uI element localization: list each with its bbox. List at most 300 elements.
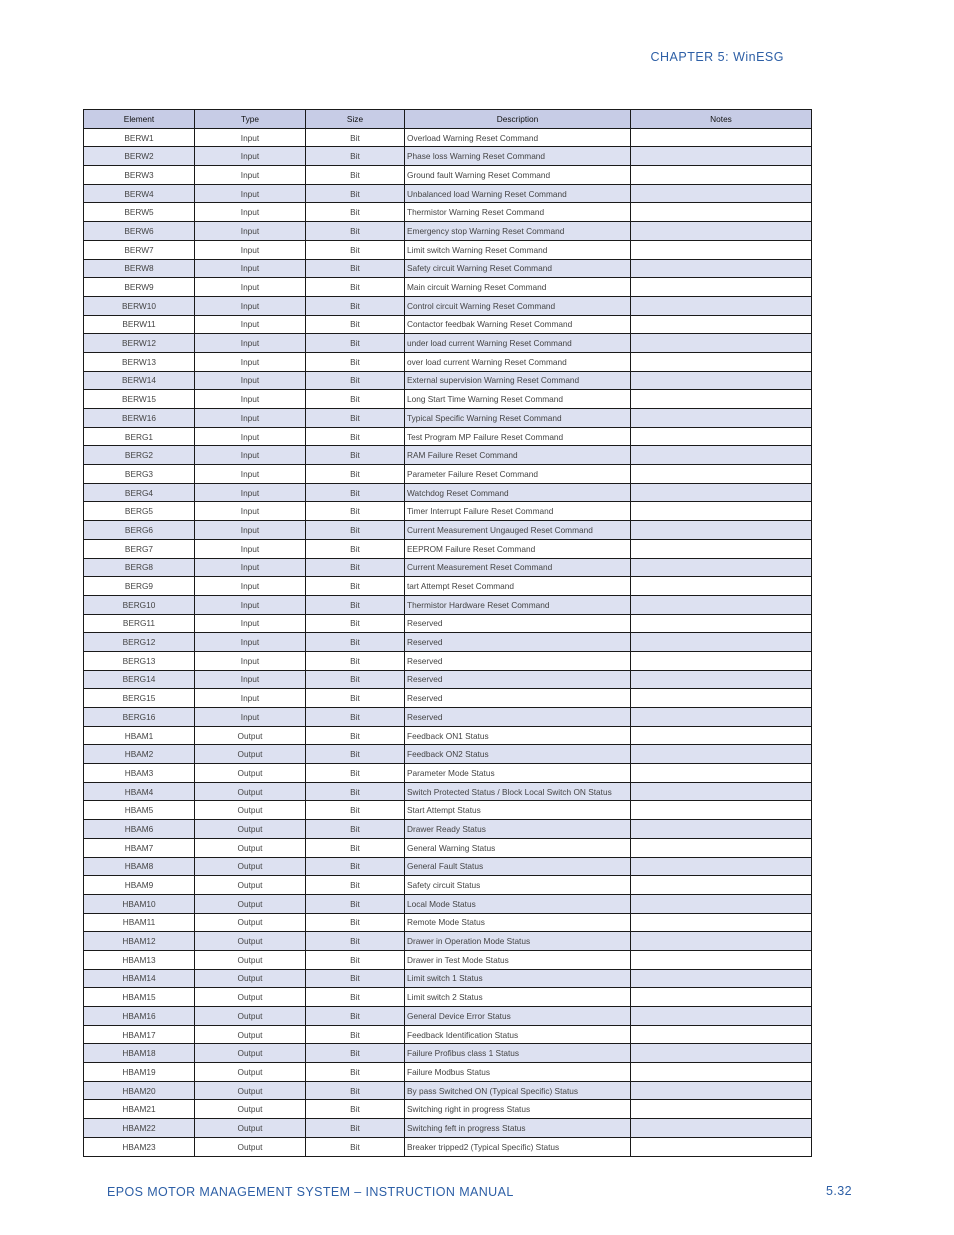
cell-notes: [631, 222, 812, 241]
cell-description: Reserved: [405, 708, 631, 727]
cell-type: Output: [195, 876, 306, 895]
cell-notes: [631, 521, 812, 540]
cell-type: Output: [195, 1119, 306, 1138]
cell-notes: [631, 1137, 812, 1156]
cell-description: Emergency stop Warning Reset Command: [405, 222, 631, 241]
cell-element: BERG8: [84, 558, 195, 577]
cell-description: Drawer in Operation Mode Status: [405, 932, 631, 951]
cell-size: Bit: [306, 708, 405, 727]
cell-notes: [631, 651, 812, 670]
table-row: [84, 764, 812, 783]
cell-size: Bit: [306, 296, 405, 315]
table-row: [84, 633, 812, 652]
cell-notes: [631, 745, 812, 764]
cell-size: Bit: [306, 932, 405, 951]
cell-size: Bit: [306, 577, 405, 596]
cell-description: Start Attempt Status: [405, 801, 631, 820]
cell-size: Bit: [306, 670, 405, 689]
cell-size: Bit: [306, 1137, 405, 1156]
cell-size: Bit: [306, 857, 405, 876]
cell-notes: [631, 708, 812, 727]
cell-notes: [631, 577, 812, 596]
cell-description: Reserved: [405, 689, 631, 708]
cell-element: BERW11: [84, 315, 195, 334]
cell-description: EEPROM Failure Reset Command: [405, 539, 631, 558]
cell-description: Feedback ON1 Status: [405, 726, 631, 745]
table-row: [84, 502, 812, 521]
cell-type: Input: [195, 315, 306, 334]
cell-notes: [631, 1119, 812, 1138]
table-row: [84, 521, 812, 540]
cell-size: Bit: [306, 745, 405, 764]
cell-description: tart Attempt Reset Command: [405, 577, 631, 596]
cell-notes: [631, 1081, 812, 1100]
cell-description: Reserved: [405, 633, 631, 652]
cell-description: Limit switch Warning Reset Command: [405, 240, 631, 259]
table-row: [84, 801, 812, 820]
cell-element: HBAM11: [84, 913, 195, 932]
cell-size: Bit: [306, 521, 405, 540]
cell-size: Bit: [306, 689, 405, 708]
cell-type: Output: [195, 801, 306, 820]
table-row: [84, 1063, 812, 1082]
cell-size: Bit: [306, 240, 405, 259]
cell-element: HBAM20: [84, 1081, 195, 1100]
table-row: [84, 988, 812, 1007]
cell-type: Output: [195, 1007, 306, 1026]
cell-notes: [631, 166, 812, 185]
cell-size: Bit: [306, 222, 405, 241]
cell-size: Bit: [306, 446, 405, 465]
cell-type: Input: [195, 502, 306, 521]
cell-description: under load current Warning Reset Command: [405, 334, 631, 353]
table-row: [84, 483, 812, 502]
cell-type: Input: [195, 128, 306, 147]
table-row: [84, 857, 812, 876]
cell-notes: [631, 857, 812, 876]
cell-type: Output: [195, 782, 306, 801]
cell-description: Feedback ON2 Status: [405, 745, 631, 764]
cell-size: Bit: [306, 259, 405, 278]
cell-description: Switching right in progress Status: [405, 1100, 631, 1119]
table-row: [84, 315, 812, 334]
cell-type: Input: [195, 409, 306, 428]
cell-description: Current Measurement Ungauged Reset Command: [405, 521, 631, 540]
cell-type: Output: [195, 1100, 306, 1119]
table-row: [84, 894, 812, 913]
table-row: [84, 708, 812, 727]
cell-element: HBAM9: [84, 876, 195, 895]
cell-size: Bit: [306, 390, 405, 409]
table-row: [84, 446, 812, 465]
cell-element: BERW4: [84, 184, 195, 203]
cell-type: Input: [195, 203, 306, 222]
table-row: [84, 913, 812, 932]
cell-size: Bit: [306, 483, 405, 502]
table-row: [84, 1025, 812, 1044]
table-row: [84, 147, 812, 166]
cell-description: External supervision Warning Reset Command: [405, 371, 631, 390]
cell-size: Bit: [306, 371, 405, 390]
cell-size: Bit: [306, 782, 405, 801]
table-row: [84, 240, 812, 259]
cell-notes: [631, 483, 812, 502]
table-row: [84, 932, 812, 951]
cell-element: HBAM16: [84, 1007, 195, 1026]
cell-type: Input: [195, 614, 306, 633]
cell-notes: [631, 147, 812, 166]
cell-element: HBAM14: [84, 969, 195, 988]
cell-notes: [631, 390, 812, 409]
table-row: [84, 838, 812, 857]
cell-notes: [631, 409, 812, 428]
cell-size: Bit: [306, 352, 405, 371]
cell-notes: [631, 950, 812, 969]
cell-type: Output: [195, 726, 306, 745]
cell-description: Local Mode Status: [405, 894, 631, 913]
cell-element: HBAM10: [84, 894, 195, 913]
cell-type: Input: [195, 465, 306, 484]
cell-element: BERW6: [84, 222, 195, 241]
cell-notes: [631, 334, 812, 353]
cell-notes: [631, 932, 812, 951]
table-row: [84, 371, 812, 390]
cell-element: HBAM8: [84, 857, 195, 876]
cell-notes: [631, 969, 812, 988]
cell-size: Bit: [306, 838, 405, 857]
column-header-notes: Notes: [631, 110, 812, 129]
register-table: [83, 109, 812, 1157]
cell-type: Output: [195, 820, 306, 839]
cell-type: Output: [195, 950, 306, 969]
cell-type: Input: [195, 595, 306, 614]
table-row: [84, 614, 812, 633]
table-row: [84, 782, 812, 801]
cell-element: BERW1: [84, 128, 195, 147]
cell-element: BERW7: [84, 240, 195, 259]
table-row: [84, 1137, 812, 1156]
table-row: [84, 184, 812, 203]
cell-type: Output: [195, 1063, 306, 1082]
cell-element: HBAM13: [84, 950, 195, 969]
cell-notes: [631, 595, 812, 614]
cell-description: Timer Interrupt Failure Reset Command: [405, 502, 631, 521]
cell-notes: [631, 184, 812, 203]
cell-notes: [631, 670, 812, 689]
table-row: [84, 595, 812, 614]
cell-type: Input: [195, 539, 306, 558]
cell-element: BERG6: [84, 521, 195, 540]
cell-size: Bit: [306, 1007, 405, 1026]
cell-size: Bit: [306, 1119, 405, 1138]
cell-element: BERW9: [84, 278, 195, 297]
cell-notes: [631, 633, 812, 652]
cell-size: Bit: [306, 315, 405, 334]
cell-notes: [631, 988, 812, 1007]
cell-element: BERW14: [84, 371, 195, 390]
page-number: 5.32: [826, 1184, 852, 1198]
cell-type: Input: [195, 184, 306, 203]
table-row: [84, 745, 812, 764]
cell-description: Phase loss Warning Reset Command: [405, 147, 631, 166]
table-row: [84, 296, 812, 315]
column-header-element: Element: [84, 110, 195, 129]
cell-element: HBAM15: [84, 988, 195, 1007]
cell-description: By pass Switched ON (Typical Specific) Status: [405, 1081, 631, 1100]
cell-notes: [631, 539, 812, 558]
cell-size: Bit: [306, 1044, 405, 1063]
cell-size: Bit: [306, 184, 405, 203]
cell-type: Output: [195, 857, 306, 876]
cell-notes: [631, 352, 812, 371]
cell-type: Input: [195, 670, 306, 689]
cell-element: HBAM5: [84, 801, 195, 820]
cell-notes: [631, 315, 812, 334]
cell-description: General Warning Status: [405, 838, 631, 857]
table-body: [84, 128, 812, 1156]
table-row: [84, 577, 812, 596]
cell-description: Drawer Ready Status: [405, 820, 631, 839]
cell-type: Input: [195, 296, 306, 315]
cell-type: Output: [195, 1081, 306, 1100]
cell-notes: [631, 1100, 812, 1119]
cell-notes: [631, 128, 812, 147]
cell-description: Watchdog Reset Command: [405, 483, 631, 502]
cell-size: Bit: [306, 1063, 405, 1082]
cell-type: Input: [195, 352, 306, 371]
cell-element: HBAM12: [84, 932, 195, 951]
cell-description: Remote Mode Status: [405, 913, 631, 932]
cell-type: Output: [195, 894, 306, 913]
cell-description: Contactor feedbak Warning Reset Command: [405, 315, 631, 334]
table-row: [84, 409, 812, 428]
table-row: [84, 820, 812, 839]
cell-description: Limit switch 1 Status: [405, 969, 631, 988]
cell-description: over load current Warning Reset Command: [405, 352, 631, 371]
cell-notes: [631, 838, 812, 857]
cell-element: BERG4: [84, 483, 195, 502]
cell-size: Bit: [306, 894, 405, 913]
cell-notes: [631, 1063, 812, 1082]
cell-notes: [631, 465, 812, 484]
cell-size: Bit: [306, 128, 405, 147]
cell-size: Bit: [306, 764, 405, 783]
cell-element: BERW13: [84, 352, 195, 371]
cell-size: Bit: [306, 502, 405, 521]
cell-size: Bit: [306, 203, 405, 222]
cell-notes: [631, 876, 812, 895]
cell-notes: [631, 240, 812, 259]
cell-element: BERG1: [84, 427, 195, 446]
cell-element: BERW8: [84, 259, 195, 278]
cell-description: Safety circuit Warning Reset Command: [405, 259, 631, 278]
cell-description: Unbalanced load Warning Reset Command: [405, 184, 631, 203]
cell-type: Input: [195, 259, 306, 278]
cell-size: Bit: [306, 427, 405, 446]
cell-size: Bit: [306, 1100, 405, 1119]
cell-description: Reserved: [405, 651, 631, 670]
cell-type: Input: [195, 390, 306, 409]
table-row: [84, 539, 812, 558]
cell-size: Bit: [306, 334, 405, 353]
cell-element: BERW3: [84, 166, 195, 185]
table-row: [84, 465, 812, 484]
cell-size: Bit: [306, 726, 405, 745]
cell-size: Bit: [306, 539, 405, 558]
cell-element: BERG7: [84, 539, 195, 558]
cell-type: Input: [195, 577, 306, 596]
cell-description: Current Measurement Reset Command: [405, 558, 631, 577]
cell-element: BERW15: [84, 390, 195, 409]
cell-notes: [631, 296, 812, 315]
cell-description: General Fault Status: [405, 857, 631, 876]
table-row: [84, 1081, 812, 1100]
cell-element: HBAM7: [84, 838, 195, 857]
cell-element: HBAM6: [84, 820, 195, 839]
cell-notes: [631, 894, 812, 913]
cell-element: BERW5: [84, 203, 195, 222]
cell-type: Output: [195, 969, 306, 988]
cell-notes: [631, 1007, 812, 1026]
cell-element: HBAM21: [84, 1100, 195, 1119]
cell-size: Bit: [306, 801, 405, 820]
cell-notes: [631, 371, 812, 390]
cell-element: BERG12: [84, 633, 195, 652]
manual-title: EPOS MOTOR MANAGEMENT SYSTEM – INSTRUCTION MANUAL: [107, 1185, 514, 1199]
cell-type: Output: [195, 838, 306, 857]
cell-description: Switch Protected Status / Block Local Switch ON Status: [405, 782, 631, 801]
cell-element: BERG2: [84, 446, 195, 465]
table-row: [84, 689, 812, 708]
cell-element: HBAM19: [84, 1063, 195, 1082]
cell-element: HBAM18: [84, 1044, 195, 1063]
cell-notes: [631, 427, 812, 446]
cell-notes: [631, 689, 812, 708]
cell-size: Bit: [306, 950, 405, 969]
cell-size: Bit: [306, 820, 405, 839]
cell-size: Bit: [306, 988, 405, 1007]
cell-description: Test Program MP Failure Reset Command: [405, 427, 631, 446]
cell-type: Output: [195, 1044, 306, 1063]
cell-type: Input: [195, 633, 306, 652]
table-row: [84, 969, 812, 988]
table-row: [84, 1044, 812, 1063]
cell-element: BERG5: [84, 502, 195, 521]
cell-description: RAM Failure Reset Command: [405, 446, 631, 465]
cell-size: Bit: [306, 969, 405, 988]
cell-type: Input: [195, 240, 306, 259]
cell-description: Failure Modbus Status: [405, 1063, 631, 1082]
cell-type: Input: [195, 427, 306, 446]
cell-type: Output: [195, 745, 306, 764]
cell-size: Bit: [306, 147, 405, 166]
cell-element: HBAM23: [84, 1137, 195, 1156]
cell-type: Input: [195, 222, 306, 241]
table-row: [84, 203, 812, 222]
table-row: [84, 427, 812, 446]
cell-description: Thermistor Hardware Reset Command: [405, 595, 631, 614]
table-row: [84, 1119, 812, 1138]
cell-size: Bit: [306, 876, 405, 895]
cell-description: General Device Error Status: [405, 1007, 631, 1026]
cell-element: BERW10: [84, 296, 195, 315]
cell-size: Bit: [306, 1025, 405, 1044]
cell-description: Drawer in Test Mode Status: [405, 950, 631, 969]
table-row: [84, 950, 812, 969]
cell-size: Bit: [306, 558, 405, 577]
cell-description: Typical Specific Warning Reset Command: [405, 409, 631, 428]
cell-description: Limit switch 2 Status: [405, 988, 631, 1007]
cell-element: HBAM22: [84, 1119, 195, 1138]
cell-element: HBAM3: [84, 764, 195, 783]
cell-element: HBAM17: [84, 1025, 195, 1044]
column-header-type: Type: [195, 110, 306, 129]
table-row: [84, 1007, 812, 1026]
cell-notes: [631, 782, 812, 801]
cell-description: Reserved: [405, 614, 631, 633]
table-row: [84, 670, 812, 689]
cell-size: Bit: [306, 913, 405, 932]
cell-notes: [631, 1025, 812, 1044]
cell-description: Feedback Identification Status: [405, 1025, 631, 1044]
cell-size: Bit: [306, 465, 405, 484]
cell-description: Parameter Failure Reset Command: [405, 465, 631, 484]
cell-element: BERW2: [84, 147, 195, 166]
cell-element: BERG10: [84, 595, 195, 614]
cell-element: BERG16: [84, 708, 195, 727]
cell-notes: [631, 278, 812, 297]
cell-element: BERG14: [84, 670, 195, 689]
cell-size: Bit: [306, 409, 405, 428]
cell-notes: [631, 203, 812, 222]
table-row: [84, 166, 812, 185]
cell-description: Thermistor Warning Reset Command: [405, 203, 631, 222]
cell-type: Output: [195, 932, 306, 951]
cell-notes: [631, 764, 812, 783]
cell-description: Failure Profibus class 1 Status: [405, 1044, 631, 1063]
cell-type: Input: [195, 147, 306, 166]
cell-description: Parameter Mode Status: [405, 764, 631, 783]
table-header-row: [84, 110, 812, 129]
cell-notes: [631, 726, 812, 745]
cell-notes: [631, 820, 812, 839]
table-row: [84, 334, 812, 353]
cell-type: Input: [195, 166, 306, 185]
cell-description: Reserved: [405, 670, 631, 689]
cell-description: Main circuit Warning Reset Command: [405, 278, 631, 297]
cell-size: Bit: [306, 651, 405, 670]
cell-description: Ground fault Warning Reset Command: [405, 166, 631, 185]
cell-size: Bit: [306, 595, 405, 614]
cell-description: Control circuit Warning Reset Command: [405, 296, 631, 315]
table-row: [84, 651, 812, 670]
column-header-description: Description: [405, 110, 631, 129]
cell-type: Input: [195, 689, 306, 708]
cell-type: Input: [195, 278, 306, 297]
cell-element: BERG11: [84, 614, 195, 633]
cell-element: BERW12: [84, 334, 195, 353]
cell-notes: [631, 558, 812, 577]
cell-notes: [631, 801, 812, 820]
cell-element: BERW16: [84, 409, 195, 428]
table-row: [84, 876, 812, 895]
cell-element: BERG3: [84, 465, 195, 484]
table-row: [84, 726, 812, 745]
table-row: [84, 128, 812, 147]
table-row: [84, 278, 812, 297]
cell-notes: [631, 1044, 812, 1063]
cell-type: Input: [195, 371, 306, 390]
